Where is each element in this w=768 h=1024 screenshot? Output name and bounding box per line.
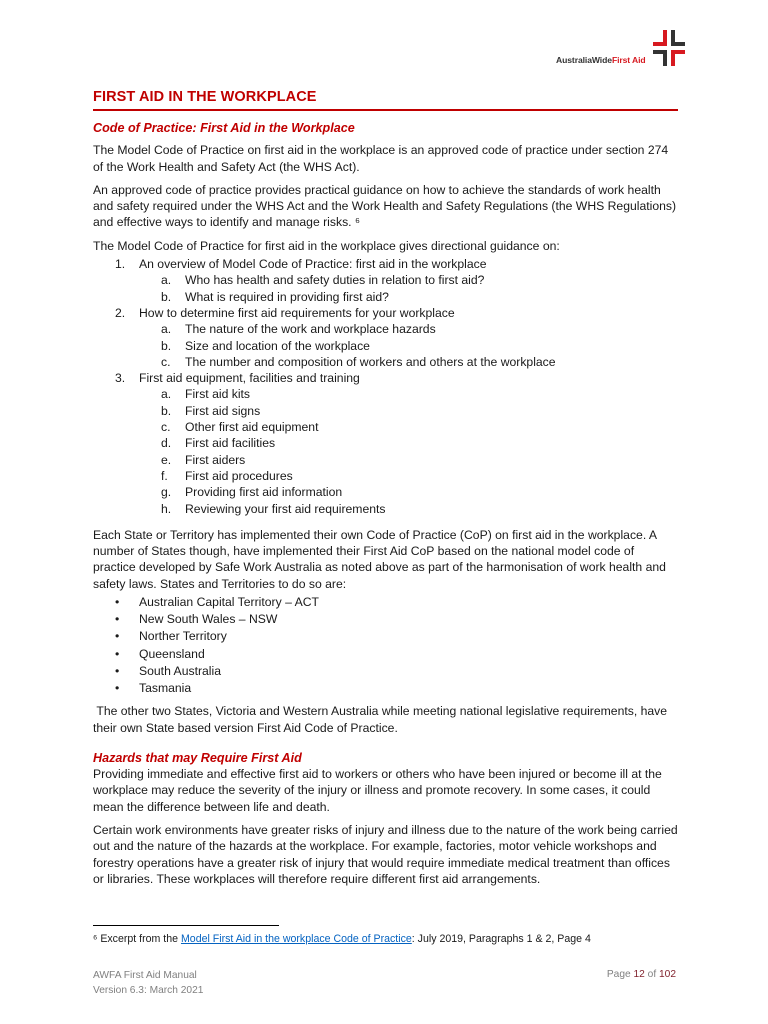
paragraph: Each State or Territory has implemented their own Code of Practice (CoP) on first aid in the workplace. A number of States though, have implemented their First Aid CoP based on the national model code of practice developed by Safe Work Australia as noted above as part of the harmonisation of work health and safety laws. States and Territories to do so are: [93, 527, 666, 591]
list-item: a. The nature of the work and workplace hazards [161, 322, 436, 337]
list-item: b. First aid signs [161, 403, 261, 418]
section-heading-code-of-practice: Code of Practice: First Aid in the Workplace [93, 121, 355, 135]
main-content [93, 120, 678, 894]
paragraph: Certain work environments have greater risks of injury and illness due to the nature of the work being carried out and the nature of the hazards at the workplace. For example, factories, motor vehicle workshops and forestry operations have a greater risk of injury that would require immediate medical treatment than offices or libraries. These workplaces will therefore require different first aid arrangements. [93, 823, 678, 886]
section-heading-hazards: Hazards that may Require First Aid [93, 750, 302, 765]
paragraph: The other two States, Victoria and Western Australia while meeting national legislative requirements, have their own State based version First Aid Code of Practice. [93, 704, 671, 735]
logo-wordmark: AustraliaWideFirst Aid [556, 55, 646, 65]
manual-version: Version 6.3: March 2021 [93, 984, 204, 996]
list-item: g. Providing first aid information [161, 485, 343, 500]
footer-manual-info [93, 969, 203, 998]
list-item: a. Who has health and safety duties in relation to first aid? [161, 273, 485, 288]
list-item: a. First aid kits [161, 387, 251, 402]
list-item: d. First aid facilities [161, 436, 276, 451]
footnote: ⁶ Excerpt from the Model First Aid in the workplace Code of Practice: July 2019, Paragraphs 1 & 2, Page 4 [93, 933, 591, 945]
list-item: • Norther Territory [93, 628, 678, 645]
page-title: FIRST AID IN THE WORKPLACE [93, 89, 317, 105]
paragraph: An approved code of practice provides practical guidance on how to achieve the standards of work health and safety required under the WHS Act and the Work Health and Safety Regulations (the WHS Regulations) and effective ways to identify and manage risks. ⁶ [93, 182, 677, 230]
list-item: c. Other first aid equipment [161, 420, 319, 435]
sub-list [139, 321, 678, 370]
list-item: • New South Wales – NSW [93, 611, 678, 628]
list-item: c. The number and composition of workers and others at the workplace [161, 354, 556, 369]
paragraph: The Model Code of Practice for first aid in the workplace gives directional guidance on: [93, 238, 560, 253]
list-item: 1. An overview of Model Code of Practice: first aid in the workplace a. Who has health and safety duties in relation to first aid? b. What is required in providing first aid? [93, 256, 678, 305]
title-divider [93, 109, 678, 111]
list-item: h. Reviewing your first aid requirements [161, 501, 386, 516]
list-item: f. First aid procedures [161, 468, 293, 483]
list-item: b. What is required in providing first aid? [161, 289, 389, 304]
list-item: • Tasmania [93, 680, 678, 697]
list-item: 3. First aid equipment, facilities and training a. First aid kits b. First aid signs c. Other first aid equipment d. First aid facilities e. First aiders f. First aid procedures g. Providing first aid information h. Reviewing your first aid requirements [93, 370, 678, 517]
guidance-list [93, 256, 678, 517]
sub-list [139, 272, 678, 305]
list-item: b. Size and location of the workplace [161, 338, 370, 353]
list-item: 2. How to determine first aid requirements for your workplace a. The nature of the work and workplace hazards b. Size and location of the workplace c. The number and composition of workers and others at the workplace [93, 305, 678, 370]
list-item: • South Australia [93, 663, 678, 680]
page-number: Page 12 of 102 [606, 969, 676, 980]
first-aid-cross-icon [653, 30, 689, 66]
sub-list [139, 386, 678, 516]
manual-title: AWFA First Aid Manual [93, 970, 197, 981]
code-of-practice-link[interactable]: Model First Aid in the workplace Code of Practice [180, 933, 412, 945]
list-item: • Queensland [93, 646, 678, 663]
paragraph: The Model Code of Practice on first aid in the workplace is an approved code of practice under section 274 of the Work Health and Safety Act (the WHS Act). [93, 143, 669, 174]
list-item: • Australian Capital Territory – ACT [93, 594, 678, 611]
footnote-divider [93, 925, 279, 926]
paragraph: Providing immediate and effective first aid to workers or others who have been injured or become ill at the workplace may reduce the severity of the injury or illness and promote recovery. In some cases, it could mean the difference between life and death. [93, 767, 662, 814]
list-item: e. First aiders [161, 452, 246, 467]
awfa-logo [556, 30, 690, 70]
states-list [93, 594, 678, 697]
